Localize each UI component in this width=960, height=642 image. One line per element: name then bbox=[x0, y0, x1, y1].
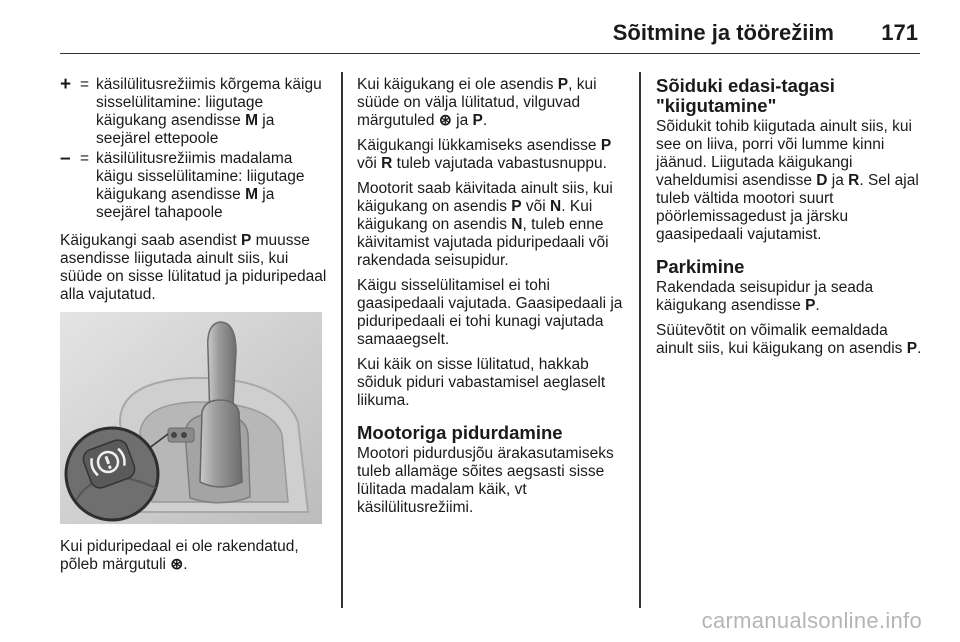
definition-text: käsilülitusrežiimis kõrgema käigu sisselülitamine: liigutage käigukang asendisse M ja seejärel ettepoole bbox=[96, 76, 322, 147]
definition-equals: = bbox=[80, 76, 90, 93]
paragraph: Mootorit saab käivitada ainult siis, kui käigukang on asendis P või N. Kui käigukang on asendis N, tuleb enne käivitamist vajutada piduripedaali või rakendada seisupidur. bbox=[357, 180, 613, 269]
column-2 bbox=[357, 76, 629, 524]
definition-downshift bbox=[60, 150, 330, 222]
brake-indicator-icon: ⊛ bbox=[438, 112, 452, 129]
definition-text: käsilülitusrežiimis madalama käigu sisselülitamine: liigutage käigukang asendisse M ja seejärel tahapoole bbox=[96, 150, 305, 221]
column-divider bbox=[341, 72, 343, 608]
minus-icon: – bbox=[60, 148, 71, 169]
section-heading-engine-braking: Mootoriga pidurdamine bbox=[357, 422, 563, 443]
page-title: Sõitmine ja töörežiim bbox=[612, 20, 834, 45]
paragraph: Käigu sisselülitamisel ei tohi gaasipedaali vajutada. Gaasipedaali ja piduripedaali ei tohi kunagi vajutada samaaegselt. bbox=[357, 277, 623, 348]
plus-icon: + bbox=[60, 74, 72, 95]
paragraph: Rakendada seisupidur ja seada käigukang asendisse P. bbox=[656, 279, 874, 314]
paragraph: Käigukangi saab asendist P muusse asendisse liigutada ainult siis, kui süüde on sisse lülitatud ja piduripedaal alla vajutatud. bbox=[60, 232, 327, 303]
gear-lever-illustration bbox=[60, 312, 322, 524]
page-number: 171 bbox=[881, 20, 918, 45]
section-heading-rocking: Sõiduki edasi-tagasi "kiigutamine" bbox=[656, 75, 835, 116]
column-3 bbox=[656, 76, 926, 365]
paragraph: Kui käik on sisse lülitatud, hakkab sõiduk piduri vabastamisel aeglaselt liikuma. bbox=[357, 356, 606, 409]
definition-upshift bbox=[60, 76, 330, 148]
column-divider bbox=[639, 72, 641, 608]
paragraph: Sõidukit tohib kiigutada ainult siis, kui see on liiva, porri või lumme kinni jäänud. Liigutada käigukangi vaheldumisi asendisse D ja R. Sel ajal tuleb vältida mootori suurt pöörlemissagedust ja järsku gaasipedaali vajutamist. bbox=[656, 118, 919, 243]
column-1 bbox=[60, 76, 330, 581]
definition-equals: = bbox=[80, 150, 90, 167]
page-header bbox=[60, 14, 920, 54]
paragraph: Kui piduripedaal ei ole rakendatud, põleb märgutuli ⊛. bbox=[60, 538, 299, 573]
section-heading-parking: Parkimine bbox=[656, 256, 745, 277]
paragraph: Käigukangi lükkamiseks asendisse P või R tuleb vajutada vabastusnuppu. bbox=[357, 137, 612, 172]
paragraph: Süütevõtit on võimalik eemaldada ainult siis, kui käigukang on asendis P. bbox=[656, 322, 922, 357]
paragraph: Mootori pidurdusjõu ärakasutamiseks tuleb allamäge sõites aegsasti sisse lülitada madalam käik, vt käsilülitusrežiimi. bbox=[357, 445, 614, 516]
brake-indicator-icon: ⊛ bbox=[170, 556, 184, 573]
watermark: carmanualsonline.info bbox=[701, 608, 922, 633]
paragraph: Kui käigukang ei ole asendis P, kui süüde on välja lülitatud, vilguvad märgutuled ⊛ ja P. bbox=[357, 76, 597, 129]
